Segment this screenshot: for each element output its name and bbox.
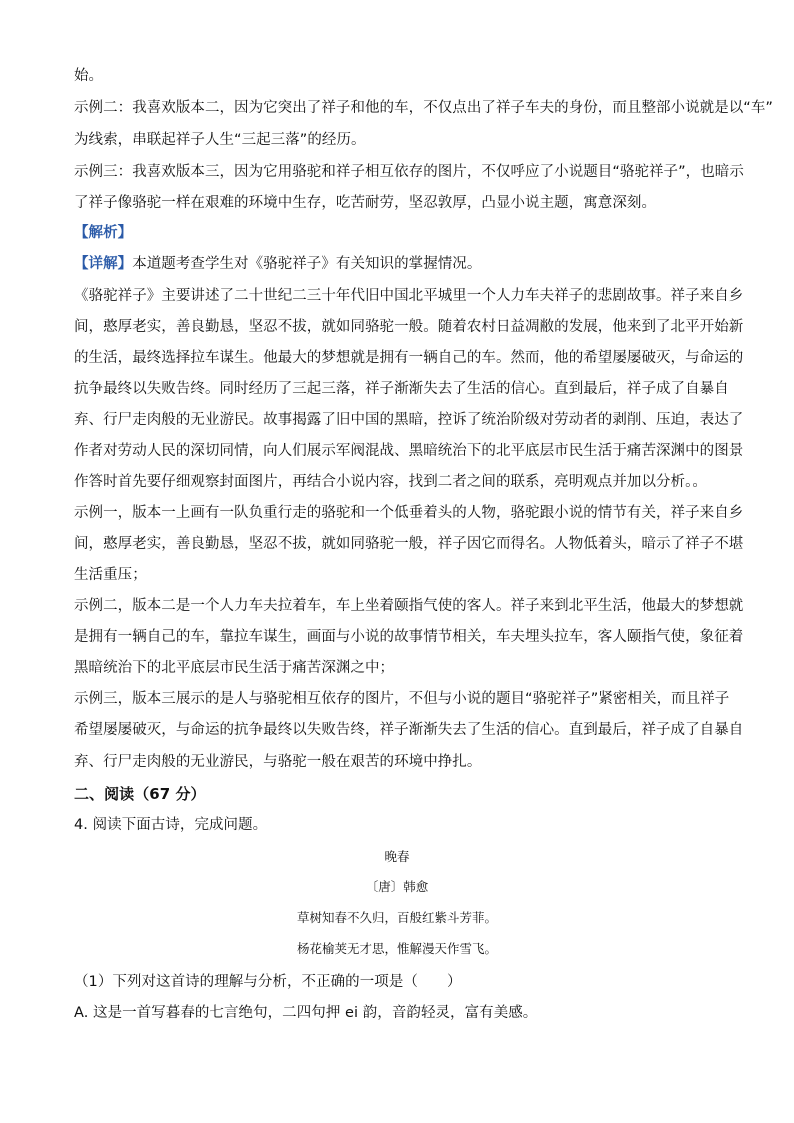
body-line: 间，憨厚老实，善良勤恳，坚忍不拔，就如同骆驼一般，祥子因它而得名。人物低着头，暗示了祥子不堪	[74, 536, 744, 552]
detail-tag: 【详解】	[74, 256, 133, 272]
analysis-tag: 【解析】	[74, 225, 133, 241]
sub-question: （1）下列对这首诗的理解与分析，不正确的一项是（ ）	[74, 974, 462, 990]
poem-line: 杨花榆荚无才思，惟解漫天作雪飞。	[296, 941, 497, 956]
body-line: 抗争最终以失败告终。同时经历了三起三落，祥子渐渐失去了生活的信心。直到最后，祥子成了自暴自	[74, 381, 729, 397]
body-line: 黑暗统治下的北平底层市民生活于痛苦深渊之中；	[74, 660, 395, 676]
detail-line	[74, 254, 744, 274]
text-line: 了祥子像骆驼一样在艰难的环境中生存，吃苦耐劳，坚忍敦厚，凸显小说主题，寓意深刻。	[74, 195, 656, 211]
option-a: A. 这是一首写暮春的七言绝句，二四句押 ei 韵，音韵轻灵，富有美感。	[74, 1005, 538, 1021]
text-line: 为线索，串联起祥子人生“三起三落”的经历。	[74, 132, 366, 148]
body-line: 弃、行尸走肉般的无业游民。故事揭露了旧中国的黑暗，控诉了统治阶级对劳动者的剥削、压迫，表达了	[74, 412, 744, 428]
section-heading: 二、阅读（67 分）	[74, 785, 206, 803]
question-text: 4. 阅读下面古诗，完成问题。	[74, 817, 268, 833]
text-line: 始。	[74, 68, 104, 84]
body-line: 的生活，最终选择拉车谋生。他最大的梦想就是拥有一辆自己的车。然而，他的希望屡屡破灭，与命运的	[74, 350, 744, 366]
poem-author: 〔唐〕韩愈	[365, 879, 429, 894]
body-line: 弃、行尸走肉般的无业游民，与骆驼一般在艰苦的环境中挣扎。	[74, 754, 482, 770]
body-line: 示例二，版本二是一个人力车夫拉着车，车上坐着颐指气使的客人。祥子来到北平生活，他最大的梦想就	[74, 598, 744, 614]
body-line: 示例三，版本三展示的是人与骆驼相互依存的图片，不但与小说的题目“骆驼祥子”紧密相关，而且祥子	[74, 691, 730, 707]
text-line: 示例三：我喜欢版本三，因为它用骆驼和祥子相互依存的图片，不仅呼应了小说题目“骆驼祥子”，也暗示	[74, 164, 744, 180]
body-line: 生活重压；	[74, 567, 147, 583]
poem-title: 晚春	[384, 849, 410, 864]
text-line: 示例二：我喜欢版本二，因为它突出了祥子和他的车，不仅点出了祥子车夫的身份，而且整部小说就是以“车”	[74, 100, 773, 116]
body-line: 作者对劳动人民的深切同情，向人们展示军阀混战、黑暗统治下的北平底层市民生活于痛苦深渊中的图景	[74, 443, 744, 459]
detail-text: 本道题考查学生对《骆驼祥子》有关知识的掌握情况。	[132, 256, 482, 272]
body-line: 《骆驼祥子》主要讲述了二十世纪二三十年代旧中国北平城里一个人力车夫祥子的悲剧故事。祥子来自乡	[74, 288, 744, 304]
body-line: 是拥有一辆自己的车，靠拉车谋生，画面与小说的故事情节相关，车夫埋头拉车，客人颐指气使，象征着	[74, 629, 744, 645]
body-line: 示例一，版本一上画有一队负重行走的骆驼和一个低垂着头的人物，骆驼跟小说的情节有关，祥子来自乡	[74, 505, 744, 521]
body-line: 间，憨厚老实，善良勤恳，坚忍不拔，就如同骆驼一般。随着农村日益凋敝的发展，他来到了北平开始新	[74, 319, 744, 335]
body-line: 希望屡屡破灭，与命运的抗争最终以失败告终，祥子渐渐失去了生活的信心。直到最后，祥子成了自暴自	[74, 722, 744, 738]
poem-line: 草树知春不久归，百般红紫斗芳菲。	[296, 910, 497, 925]
body-line: 作答时首先要仔细观察封面图片，再结合小说内容，找到二者之间的联系，亮明观点并加以分析。。	[74, 474, 707, 490]
